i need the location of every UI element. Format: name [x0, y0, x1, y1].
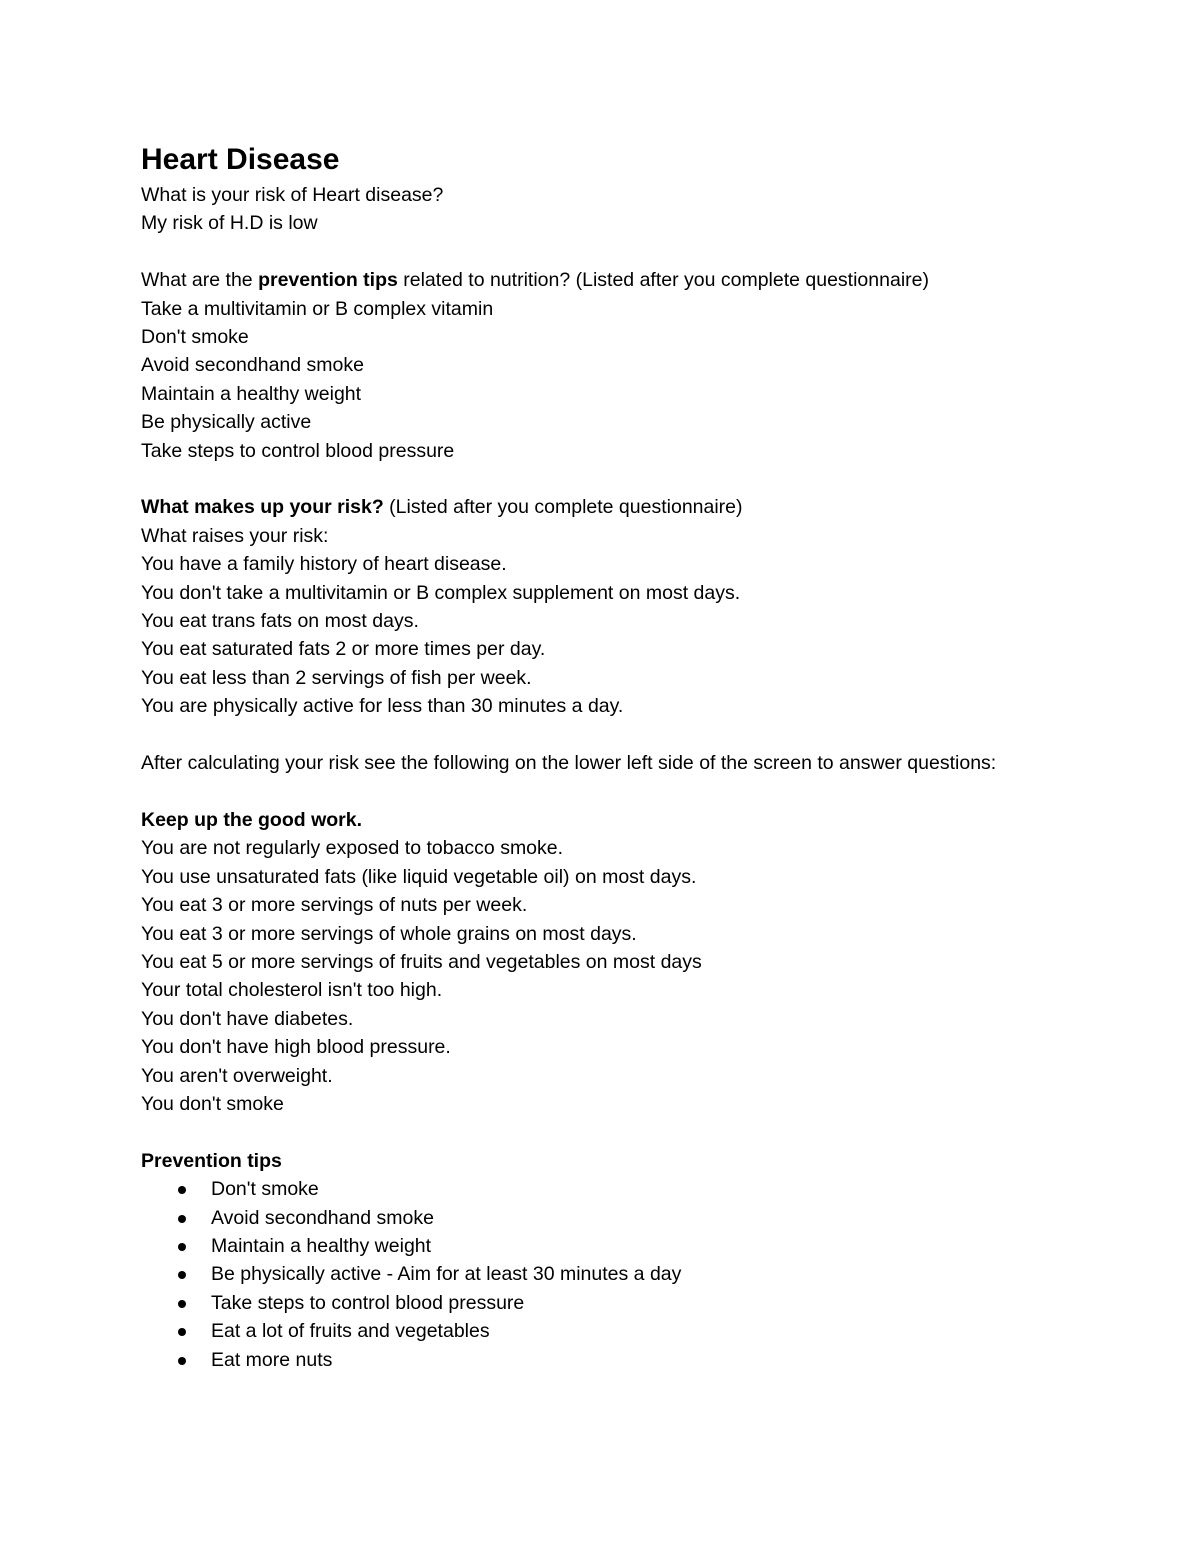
bullet-icon — [178, 1357, 186, 1365]
list-item-text: Eat more nuts — [211, 1348, 333, 1371]
nutrition-question-prefix: What are the — [141, 269, 259, 292]
document-page — [141, 143, 1041, 1374]
good-work-item: You aren't overweight. — [141, 1064, 333, 1087]
good-work-item: You use unsaturated fats (like liquid vegetable oil) on most days. — [141, 865, 697, 888]
good-work-item: You eat 5 or more servings of fruits and vegetables on most days — [141, 950, 702, 973]
risk-answer: My risk of H.D is low — [141, 212, 318, 235]
good-work-item: You don't smoke — [141, 1092, 284, 1115]
bullet-icon — [178, 1300, 186, 1308]
raises-risk-label: What raises your risk: — [141, 524, 329, 547]
risk-factors-heading — [141, 493, 1041, 521]
risk-factor-item: You eat less than 2 servings of fish per week. — [141, 666, 532, 689]
list-item — [141, 1317, 1041, 1345]
nutrition-question-bold: prevention tips — [258, 269, 398, 292]
list-item-text: Be physically active - Aim for at least 30 minutes a day — [211, 1263, 682, 1286]
risk-factor-item: You eat saturated fats 2 or more times per day. — [141, 638, 546, 661]
list-item — [141, 1346, 1041, 1374]
nutrition-question — [141, 266, 1041, 294]
good-work-item: Your total cholesterol isn't too high. — [141, 979, 443, 1002]
good-work-item: You eat 3 or more servings of whole grains on most days. — [141, 922, 637, 945]
spacer — [141, 1118, 1041, 1146]
nutrition-tip: Be physically active — [141, 411, 312, 434]
list-item — [141, 1289, 1041, 1317]
nutrition-tip: Take steps to control blood pressure — [141, 439, 455, 462]
list-item — [141, 1260, 1041, 1288]
list-item — [141, 1232, 1041, 1260]
prevention-tips-list — [141, 1175, 1041, 1374]
list-item-text: Maintain a healthy weight — [211, 1234, 432, 1257]
prevention-tips-heading-text: Prevention tips — [141, 1149, 282, 1172]
nutrition-tip: Maintain a healthy weight — [141, 382, 362, 405]
risk-question: What is your risk of Heart disease? — [141, 184, 444, 206]
nutrition-tip: Avoid secondhand smoke — [141, 354, 364, 377]
list-item — [141, 1175, 1041, 1203]
spacer — [141, 238, 1041, 266]
bullet-icon — [178, 1243, 186, 1251]
prevention-tips-heading — [141, 1147, 1041, 1175]
good-work-heading-text: Keep up the good work. — [141, 808, 363, 831]
list-item-text: Eat a lot of fruits and vegetables — [211, 1320, 490, 1343]
list-item — [141, 1204, 1041, 1232]
good-work-item: You don't have diabetes. — [141, 1007, 354, 1030]
good-work-item: You don't have high blood pressure. — [141, 1036, 451, 1059]
risk-factor-item: You are physically active for less than 30 minutes a day. — [141, 695, 624, 718]
risk-factors-heading-suffix: (Listed after you complete questionnaire) — [383, 496, 743, 519]
risk-factor-item: You don't take a multivitamin or B complex supplement on most days. — [141, 581, 741, 604]
bullet-icon — [178, 1328, 186, 1336]
after-calculating-note: After calculating your risk see the following on the lower left side of the screen to answer questions: — [141, 752, 997, 775]
list-item-text: Avoid secondhand smoke — [211, 1206, 434, 1229]
risk-factor-item: You eat trans fats on most days. — [141, 610, 419, 633]
good-work-item: You are not regularly exposed to tobacco smoke. — [141, 837, 564, 860]
bullet-icon — [178, 1215, 186, 1223]
bullet-icon — [178, 1186, 186, 1194]
bullet-icon — [178, 1271, 186, 1279]
good-work-item: You eat 3 or more servings of nuts per week. — [141, 894, 528, 917]
risk-factors-heading-bold: What makes up your risk? — [141, 496, 384, 519]
nutrition-tip: Take a multivitamin or B complex vitamin — [141, 297, 494, 320]
list-item-text: Take steps to control blood pressure — [211, 1291, 525, 1314]
nutrition-tip: Don't smoke — [141, 326, 249, 349]
risk-factor-item: You have a family history of heart disease. — [141, 553, 507, 576]
good-work-heading — [141, 806, 1041, 834]
spacer — [141, 777, 1041, 805]
page-title: Heart Disease — [141, 143, 340, 176]
list-item-text: Don't smoke — [211, 1178, 319, 1201]
spacer — [141, 465, 1041, 493]
nutrition-question-suffix: related to nutrition? (Listed after you complete questionnaire) — [397, 269, 929, 292]
spacer — [141, 721, 1041, 749]
